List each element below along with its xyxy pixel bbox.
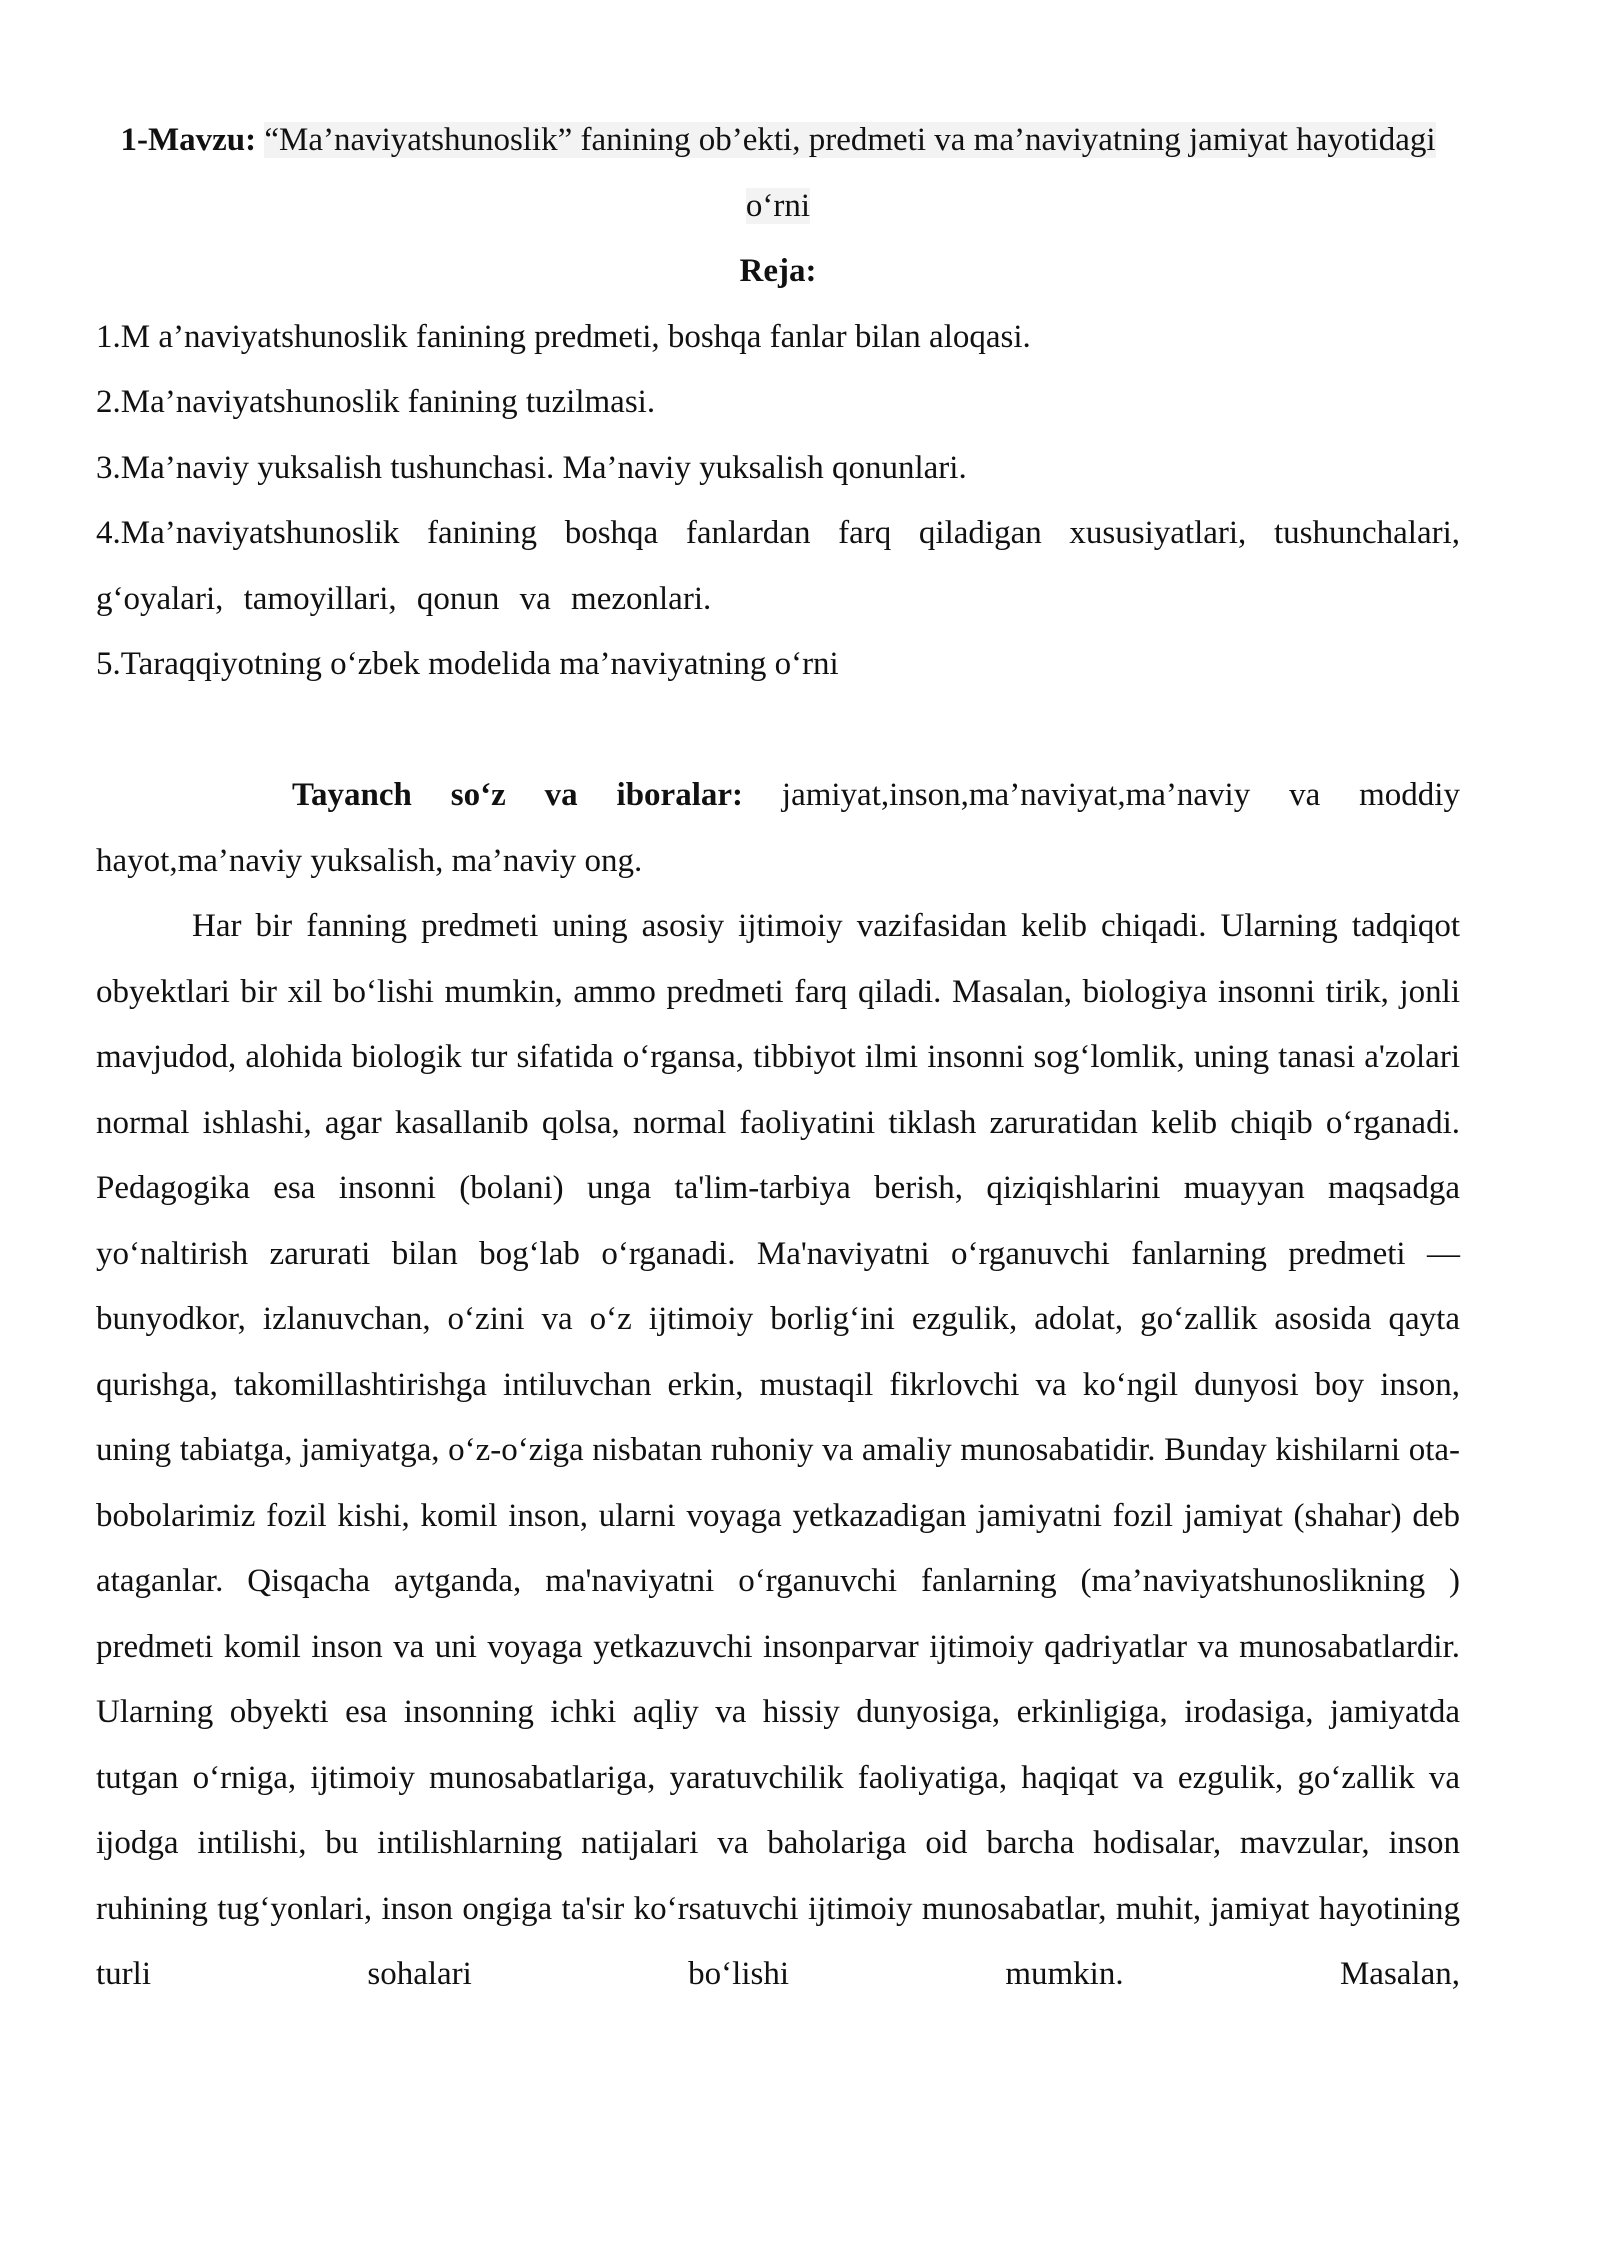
document-content xyxy=(96,108,1460,2008)
topic-title xyxy=(96,108,1460,239)
plan-heading: Reja: xyxy=(739,253,817,289)
plan-item-1: 1.M a’naviyatshunoslik fanining predmeti, boshqa fanlar bilan aloqasi. xyxy=(96,318,1031,355)
plan-item-4 xyxy=(96,501,1460,632)
plan-item-3: 3.Ma’naviy yuksalish tushunchasi. Ma’naviy yuksalish qonunlari. xyxy=(96,449,967,486)
keywords-paragraph xyxy=(96,763,1460,894)
plan-list xyxy=(96,305,1460,698)
body-paragraph: Har bir fanning predmeti uning asosiy ijtimoiy vazifasidan kelib chiqadi. Ularning tadqiqot obyektlari bir xil bo‘lishi mumkin, ammo predmeti farq qiladi. Masalan, biologiya insonni tirik, jonli mavjudod, alohida biologik tur sifatida o‘rgansa, tibbiyot ilmi insonni sog‘lomlik, uning tanasi a'zolari normal ishlashi, agar kasallanib qolsa, normal faoliyatini tiklash zaruratidan kelib chiqib o‘rganadi. Pedagogika esa insonni (bolani) unga ta'lim-tarbiya berish, qiziqishlarini muayyan maqsadga yo‘naltirish zarurati bilan bog‘lab o‘rganadi. Ma'naviyatni o‘rganuvchi fanlarning predmeti — bunyodkor, izlanuvchan, o‘zini va o‘z ijtimoiy borlig‘ini ezgulik, adolat, go‘zallik asosida qayta qurishga, takomillashtirishga intiluvchan erkin, mustaqil fikrlovchi va ko‘ngil dunyosi boy inson, uning tabiatga, jamiyatga, o‘z-o‘ziga nisbatan ruhoniy va amaliy munosabatidir. Bunday kishilarni ota-bobolarimiz fozil kishi, komil inson, ularni voyaga yetkazadigan jamiyatni fozil jamiyat (shahar) deb ataganlar. Qisqacha aytganda, ma'naviyatni o‘rganuvchi fanlarning (ma’naviyatshunoslikning ) predmeti komil inson va uni voyaga yetkazuvchi insonparvar ijtimoiy qadriyatlar va munosabatlardir. Ularning obyekti esa insonning ichki aqliy va hissiy dunyosiga, erkinligiga, irodasiga, jamiyatda tutgan o‘rniga, ijtimoiy munosabatlariga, yaratuvchilik faoliyatiga, haqiqat va ezgulik, go‘zallik va ijodga intilishi, bu intilishlarning natijalari va baholariga oid barcha hodisalar, mavzular, inson ruhining tug‘yonlari, inson ongiga ta'sir ko‘rsatuvchi ijtimoiy munosabatlar, muhit, jamiyat hayotining turli sohalari bo‘lishi mumkin. Masalan, xyxy=(96,908,1460,1992)
topic-label: 1-Mavzu: xyxy=(120,122,257,158)
plan-item-4-text: 4.Ma’naviyatshunoslik fanining boshqa fanlardan farq qiladigan xususiyatlari, tushunchalari, g‘oyalari, tamoyillari, qonun va mezonlari. xyxy=(96,515,1460,617)
plan-item-2: 2.Ma’naviyatshunoslik fanining tuzilmasi. xyxy=(96,384,656,420)
plan-item-5: 5.Taraqqiyotning o‘zbek modelida ma’naviyatning o‘rni xyxy=(96,646,839,682)
topic-text: “Ma’naviyatshunoslik” fanining ob’ekti, predmeti va ma’naviyatning jamiyat hayotidagi o‘rni xyxy=(264,122,1436,224)
keywords-label: Tayanch so‘z va iboralar: xyxy=(292,777,743,813)
section-spacer xyxy=(96,698,1460,764)
keywords-text: jamiyat,inson,ma’naviyat,ma’naviy va moddiy hayot,ma’naviy yuksalish, ma’naviy ong. xyxy=(96,777,1460,879)
